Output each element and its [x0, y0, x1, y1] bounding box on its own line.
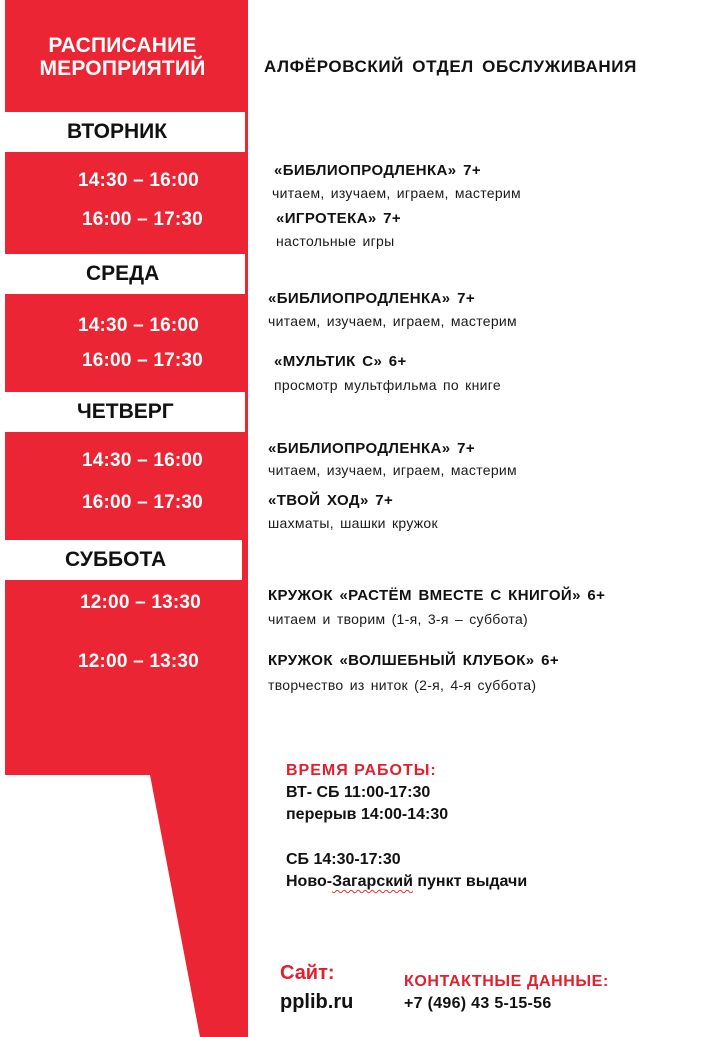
working-hours-break: перерыв 14:00-14:30 [286, 806, 449, 823]
working-hours-schedule: ВТ- СБ 11:00-17:30 [286, 784, 431, 801]
site-link[interactable]: pplib.ru [280, 991, 354, 1013]
event-time: 16:00 – 17:30 [82, 492, 203, 513]
contacts-heading: КОНТАКТНЫЕ ДАННЫЕ: [404, 973, 609, 990]
event-description: просмотр мультфильма по книге [274, 377, 501, 393]
event-title: КРУЖОК «РАСТЁМ ВМЕСТЕ С КНИГОЙ» 6+ [268, 587, 606, 604]
event-title: «БИБЛИОПРОДЛЕНКА» 7+ [268, 290, 475, 307]
day-label-tuesday: ВТОРНИК [5, 112, 245, 152]
event-description: читаем, изучаем, играем, мастерим [268, 313, 517, 329]
day-label-wednesday: СРЕДА [5, 254, 245, 294]
event-description: шахматы, шашки кружок [268, 515, 438, 531]
contact-phone[interactable]: +7 (496) 43 5-15-56 [404, 995, 552, 1012]
event-description: читаем и творим (1-я, 3-я – суббота) [268, 611, 529, 627]
event-time: 14:30 – 16:00 [78, 170, 199, 191]
event-description: настольные игры [276, 233, 395, 249]
event-title: КРУЖОК «ВОЛШЕБНЫЙ КЛУБОК» 6+ [268, 652, 560, 669]
event-time: 12:00 – 13:30 [78, 651, 199, 672]
poster-title: РАСПИСАНИЕ МЕРОПРИЯТИЙ [39, 34, 206, 80]
event-time: 16:00 – 17:30 [82, 209, 203, 230]
event-title: «ТВОЙ ХОД» 7+ [268, 492, 394, 509]
pickup-point [286, 873, 527, 891]
red-banner-polygon [5, 0, 248, 1037]
event-description: читаем, изучаем, играем, мастерим [272, 185, 521, 201]
site-label: Сайт: [280, 962, 335, 984]
event-description: творчество из ниток (2-я, 4-я суббота) [268, 677, 537, 693]
pickup-point-name: Загарский [332, 873, 413, 890]
event-title: «БИБЛИОПРОДЛЕНКА» 7+ [268, 440, 475, 457]
day-label-saturday: СУББОТА [5, 540, 242, 580]
event-title: «МУЛЬТИК С» 6+ [274, 353, 407, 370]
pickup-point-suffix: пункт выдачи [412, 873, 528, 890]
pickup-point-prefix: Ново- [286, 873, 333, 890]
event-time: 14:30 – 16:00 [78, 315, 199, 336]
day-label-thursday: ЧЕТВЕРГ [5, 392, 245, 432]
event-description: читаем, изучаем, играем, мастерим [268, 462, 517, 478]
department-title: АЛФЁРОВСКИЙ ОТДЕЛ ОБСЛУЖИВАНИЯ [264, 57, 637, 76]
event-title: «ИГРОТЕКА» 7+ [276, 210, 402, 227]
working-hours-heading: ВРЕМЯ РАБОТЫ: [286, 762, 437, 779]
saturday-hours: СБ 14:30-17:30 [286, 851, 401, 868]
event-time: 16:00 – 17:30 [82, 350, 203, 371]
event-title: «БИБЛИОПРОДЛЕНКА» 7+ [274, 162, 481, 179]
event-time: 14:30 – 16:00 [82, 450, 203, 471]
event-time: 12:00 – 13:30 [80, 592, 201, 613]
